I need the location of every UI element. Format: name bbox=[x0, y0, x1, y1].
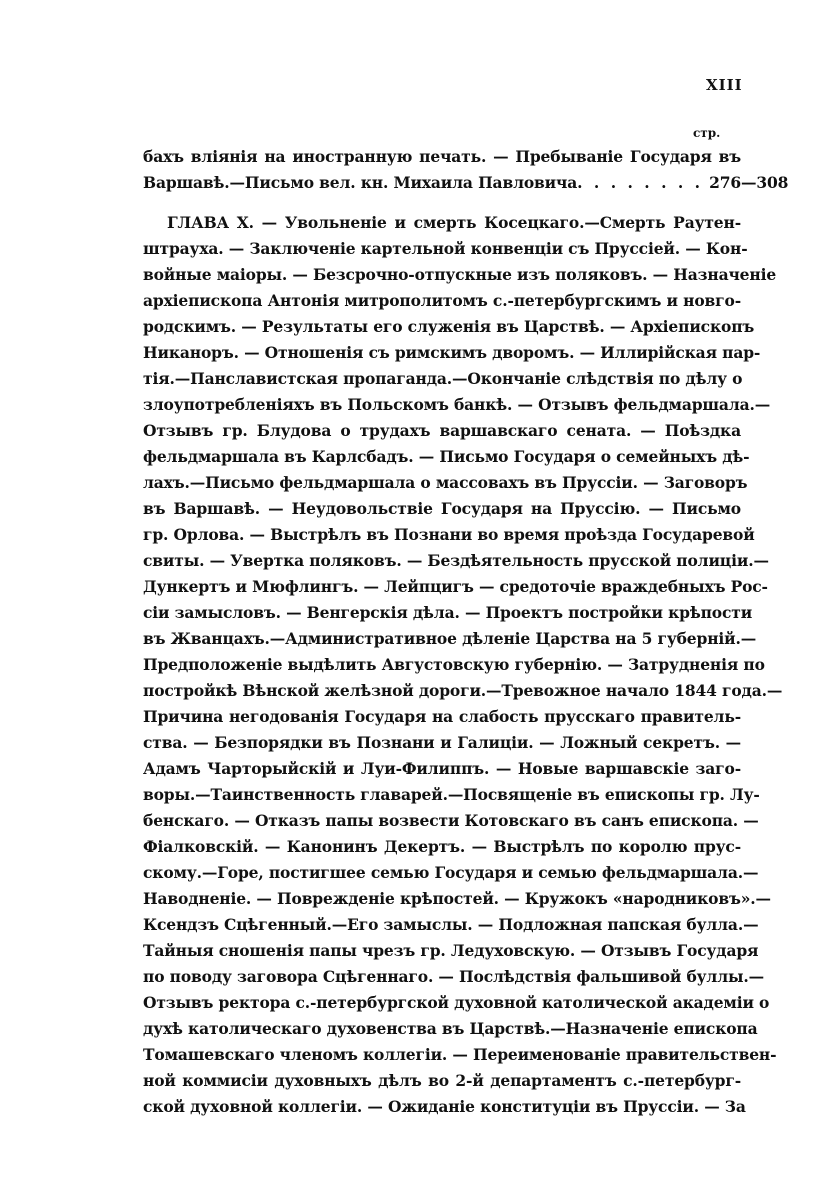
chapter-line: ной коммисіи духовныхъ дѣлъ во 2-й департаментъ с.-петербург- bbox=[143, 1071, 741, 1090]
chapter-line: злоупотребленіяхъ въ Польскомъ банкѣ. — Отзывъ фельдмаршала.— bbox=[143, 395, 771, 414]
chapter-line: Томашевскаго членомъ коллегіи. — Переименованіе правительствен- bbox=[143, 1045, 777, 1064]
chapter-line: ГЛАВА X. — Увольненіе и смерть Косецкаго.—Смерть Раутен- bbox=[167, 213, 741, 232]
chapter-line: ской духовной коллегіи. — Ожиданіе конституціи въ Пруссіи. — За bbox=[143, 1097, 746, 1116]
chapter-x-summary bbox=[143, 210, 783, 1120]
chapter-line: Фіалковскій. — Канонинъ Декертъ. — Выстрѣлъ по королю прус- bbox=[143, 837, 741, 856]
chapter-line: Ксендзъ Сцѣгенный.—Его замыслы. — Подложная папская булла.— bbox=[143, 915, 759, 934]
page-number: XIII bbox=[706, 76, 743, 94]
page-range: 276—308 bbox=[709, 173, 789, 192]
chapter-line: Наводненіе. — Поврежденіе крѣпостей. — Кружокъ «народниковъ».— bbox=[143, 889, 771, 908]
chapter-line: свиты. — Увертка поляковъ. — Бездѣятельность прусской полиціи.— bbox=[143, 551, 769, 570]
chapter-line: въ Жванцахъ.—Административное дѣленіе Царства на 5 губерній.— bbox=[143, 629, 757, 648]
chapter-line: войные маіоры. — Безсрочно-отпускные изъ поляковъ. — Назначеніе bbox=[143, 265, 777, 284]
chapter-line: гр. Орлова. — Выстрѣлъ въ Познани во время проѣзда Государевой bbox=[143, 525, 755, 544]
toc-line-with-pages bbox=[143, 170, 789, 196]
chapter-line: фельдмаршала въ Карлсбадъ. — Письмо Государя о семейныхъ дѣ- bbox=[143, 447, 750, 466]
chapter-line: Никаноръ. — Отношенія съ римскимъ дворомъ. — Иллирійская пар- bbox=[143, 343, 761, 362]
chapter-line: Предположеніе выдѣлить Августовскую губернію. — Затрудненія по bbox=[143, 655, 765, 674]
chapter-line: Дункертъ и Мюфлингъ. — Лейпцигъ — средоточіе враждебныхъ Рос- bbox=[143, 577, 768, 596]
chapter-line: воры.—Таинственность главарей.—Посвященіе въ епископы гр. Лу- bbox=[143, 785, 760, 804]
chapter-line: скому.—Горе, постигшее семью Государя и семью фельдмаршала.— bbox=[143, 863, 759, 882]
chapter-line: постройкѣ Вѣнской желѣзной дороги.—Тревожное начало 1844 года.— bbox=[143, 681, 783, 700]
chapter-line: архіепископа Антонія митрополитомъ с.-петербургскимъ и новго- bbox=[143, 291, 741, 310]
chapter-line: Причина негодованія Государя на слабость прусскаго правитель- bbox=[143, 707, 741, 726]
chapter-line: родскимъ. — Результаты его служенія въ Царствѣ. — Архіепископъ bbox=[143, 317, 755, 336]
chapter-line: духѣ католическаго духовенства въ Царствѣ.—Назначеніе епископа bbox=[143, 1019, 758, 1038]
chapter-line: лахъ.—Письмо фельдмаршала о массовахъ въ Пруссіи. — Заговоръ bbox=[143, 473, 748, 492]
spacer bbox=[143, 196, 741, 210]
chapter-line: Отзывъ ректора с.-петербургской духовной католической академіи о bbox=[143, 993, 770, 1012]
chapter-line: Тайныя сношенія папы чрезъ гр. Ледуховскую. — Отзывъ Государя bbox=[143, 941, 759, 960]
chapter-line: по поводу заговора Сцѣгеннаго. — Послѣдствія фальшивой буллы.— bbox=[143, 967, 764, 986]
toc-line: бахъ вліянія на иностранную печать. — Пребываніе Государя въ bbox=[143, 147, 741, 166]
toc-line-text: Варшавѣ.—Письмо вел. кн. Михаила Павловича bbox=[143, 173, 578, 192]
chapter-line: штрауха. — Заключеніе картельной конвенціи съ Пруссіей. — Кон- bbox=[143, 239, 748, 258]
chapter-line: сіи замысловъ. — Венгерскія дѣла. — Проектъ постройки крѣпости bbox=[143, 603, 753, 622]
table-of-contents bbox=[143, 144, 789, 1120]
page-column-label: стр. bbox=[693, 126, 721, 140]
chapter-line: Отзывъ гр. Блудова о трудахъ варшавскаго сената. — Поѣздка bbox=[143, 421, 741, 440]
chapter-line: ства. — Безпорядки въ Познани и Галиціи. — Ложный секретъ. — bbox=[143, 733, 741, 752]
leader-dots: . . . . . . . . bbox=[577, 173, 704, 192]
chapter-line: тія.—Панславистская пропаганда.—Окончаніе слѣдствія по дѣлу о bbox=[143, 369, 743, 388]
chapter-line: въ Варшавѣ. — Неудовольствіе Государя на Пруссію. — Письмо bbox=[143, 499, 741, 518]
chapter-line: Адамъ Чарторыйскій и Луи-Филиппъ. — Новые варшавскіе заго- bbox=[143, 759, 741, 778]
chapter-line: бенскаго. — Отказъ папы возвести Котовскаго въ санъ епископа. — bbox=[143, 811, 759, 830]
